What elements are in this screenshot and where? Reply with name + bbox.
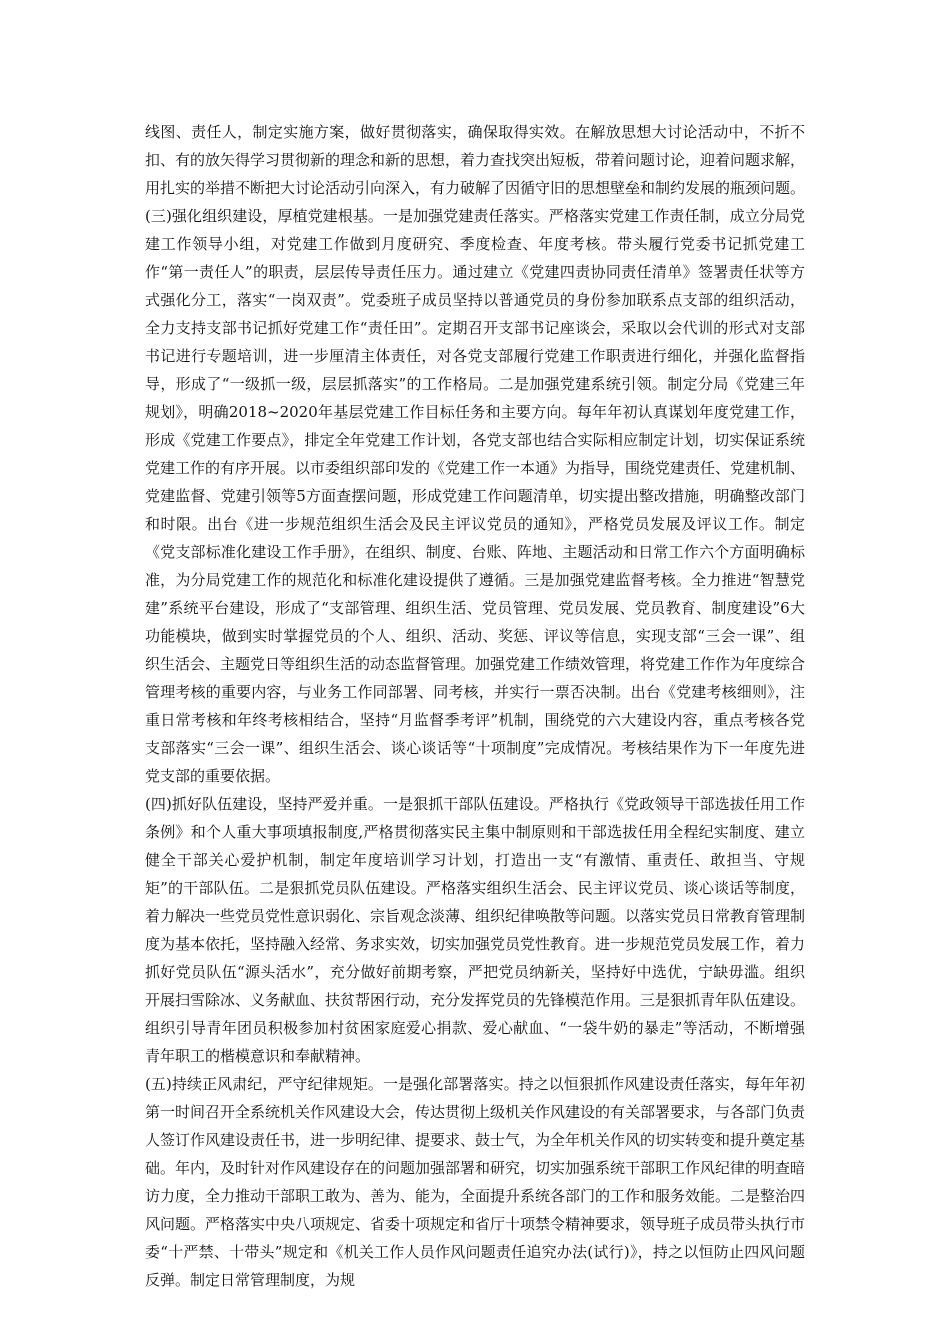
document-page: [145, 118, 805, 1294]
paragraph-section-4: (四)抓好队伍建设，坚持严爱并重。一是狠抓干部队伍建设。严格执行《党政领导干部选拔任用工作条例》和个人重大事项填报制度,严格贯彻落实民主集中制原则和干部选拔任用全程纪实制度、建立健全干部关心爱护机制，制定年度培训学习计划，打造出一支“有激情、重责任、敢担当、守规矩”的干部队伍。二是狠抓党员队伍建设。严格落实组织生活会、民主评议党员、谈心谈话等制度，着力解决一些党员党性意识弱化、宗旨观念淡薄、组织纪律唤散等问题。以落实党员日常教育管理制度为基本依托，坚持融入经常、务求实效，切实加强党员党性教育。进一步规范党员发展工作，着力抓好党员队伍“源头活水”，充分做好前期考察，严把党员纳新关，坚持好中选优，宁缺毋滥。组织开展扫雪除冰、义务献血、扶贫帮困行动，充分发挥党员的先锋模范作用。三是狠抓青年队伍建设。组织引导青年团员积极参加村贫困家庭爱心捐款、爱心献血、“一袋牛奶的暴走”等活动，不断增强青年职工的楷模意识和奉献精神。: [145, 795, 806, 1065]
paragraph-continued: 线图、责任人，制定实施方案，做好贯彻落实，确保取得实效。在解放思想大讨论活动中，不折不扣、有的放矢得学习贯彻新的理念和新的思想，着力查找突出短板，带着问题讨论，迎着问题求解，用扎实的举措不断把大讨论活动引向深入，有力破解了因循守旧的思想壁垒和制约发展的瓶颈问题。: [145, 123, 806, 197]
paragraph-section-5: (五)持续正风肃纪，严守纪律规矩。一是强化部署落实。持之以恒狠抓作风建设责任落实，每年年初第一时间召开全系统机关作风建设大会，传达贯彻上级机关作风建设的有关部署要求，与各部门负责人签订作风建设责任书，进一步明纪律、提要求、鼓士气，为全年机关作风的切实转变和提升奠定基础。年内，及时针对作风建设存在的问题加强部署和研究，切实加强系统干部职工作风纪律的明查暗访力度，全力推动干部职工敢为、善为、能为，全面提升系统各部门的工作和服务效能。二是整治四风问题。严格落实中央八项规定、省委十项规定和省厅十项禁令精神要求，领导班子成员带头执行市委“十严禁、十带头”规定和《机关工作人员作风问题责任追究办法(试行)》，持之以恒防止四风问题反弹。制定日常管理制度，为规: [145, 1075, 806, 1289]
paragraph-section-3: (三)强化组织建设，厚植党建根基。一是加强党建责任落实。严格落实党建工作责任制，成立分局党建工作领导小组，对党建工作做到月度研究、季度检查、年度考核。带头履行党委书记抓党建工作“第一责任人”的职责，层层传导责任压力。通过建立《党建四责协同责任清单》签署责任状等方式强化分工，落实“一岗双责”。党委班子成员坚持以普通党员的身份参加联系点支部的组织活动，全力支持支部书记抓好党建工作“责任田”。定期召开支部书记座谈会，采取以会代训的形式对支部书记进行专题培训，进一步厘清主体责任，对各党支部履行党建工作职责进行细化，并强化监督指导，形成了“一级抓一级，层层抓落实”的工作格局。二是加强党建系统引领。制定分局《党建三年规划》，明确2018~2020年基层党建工作目标任务和主要方向。每年年初认真谋划年度党建工作，形成《党建工作要点》，排定全年党建工作计划，各党支部也结合实际相应制定计划，切实保证系统党建工作的有序开展。以市委组织部印发的《党建工作一本通》为指导，围绕党建责任、党建机制、党建监督、党建引领等5方面查摆问题，形成党建工作问题清单，切实提出整改措施，明确整改部门和时限。出台《进一步规范组织生活会及民主评议党员的通知》，严格党员发展及评议工作。制定《党支部标准化建设工作手册》，在组织、制度、台账、阵地、主题活动和日常工作六个方面明确标准，为分局党建工作的规范化和标准化建设提供了遵循。三是加强党建监督考核。全力推进“智慧党建”系统平台建设，形成了“支部管理、组织生活、党员管理、党员发展、党员教育、制度建设”6大功能模块，做到实时掌握党员的个人、组织、活动、奖惩、评议等信息，实现支部“三会一课”、组织生活会、主题党日等组织生活的动态监督管理。加强党建工作绩效管理，将党建工作作为年度综合管理考核的重要内容，与业务工作同部署、同考核，并实行一票否决制。出台《党建考核细则》，注重日常考核和年终考核相结合，坚持“月监督季考评”机制，围绕党的六大建设内容，重点考核各党支部落实“三会一课”、组织生活会、谈心谈话等“十项制度”完成情况。考核结果作为下一年度先进党支部的重要依据。: [145, 207, 806, 785]
